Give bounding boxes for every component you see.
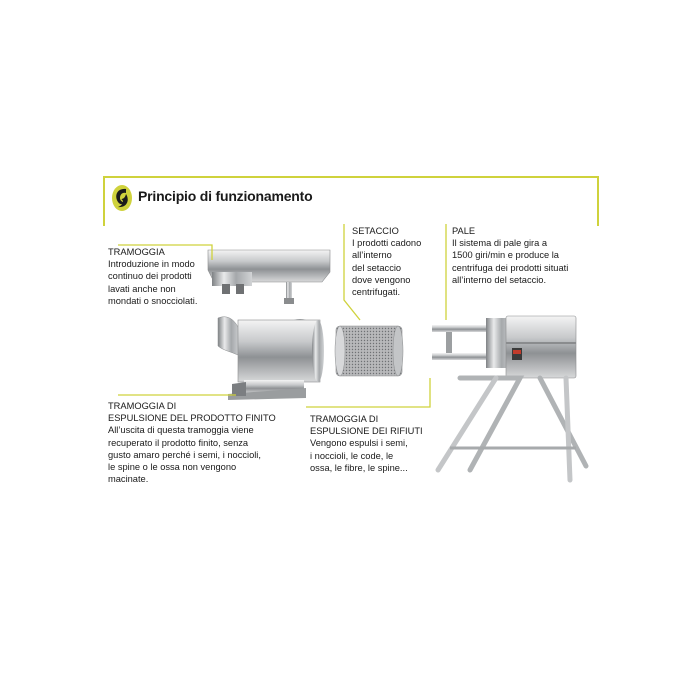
label-pale (452, 225, 568, 286)
label-pale-line: 1500 giri/min e produce la (452, 250, 559, 261)
label-setaccio-line: dove vengono (352, 274, 411, 285)
label-tramoggia-heading: TRAMOGGIA (108, 247, 165, 257)
label-prodotto-finito-heading: TRAMOGGIA DI (108, 401, 177, 411)
sieve-part (335, 326, 403, 376)
label-pale-line: centrifuga dei prodotti situati (452, 262, 569, 273)
machine-on-stand (432, 316, 586, 480)
label-setaccio-line: all’interno (352, 250, 392, 261)
label-rifiuti-line: ossa, le fibre, le spine... (310, 462, 408, 473)
label-pale-heading: PALE (452, 226, 476, 236)
label-prodotto-finito-line: All’uscita di questa tramoggia viene (108, 425, 254, 436)
label-setaccio (352, 225, 421, 298)
label-tramoggia-line: mondati o snocciolati. (108, 295, 198, 306)
product-chute-part (218, 317, 324, 400)
label-rifiuti (310, 413, 423, 474)
label-prodotto-finito-line: macinate. (108, 474, 149, 485)
label-rifiuti-heading: TRAMOGGIA DI (310, 414, 379, 424)
label-rifiuti-line: i noccioli, le code, le (310, 450, 394, 461)
label-tramoggia-line: Introduzione in modo (108, 259, 195, 270)
label-setaccio-line: del setaccio (352, 262, 402, 273)
label-prodotto-finito-heading: ESPULSIONE DEL PRODOTTO FINITO (108, 413, 276, 424)
label-tramoggia-line: lavati anche non (108, 283, 176, 294)
label-rifiuti-line: Vengono espulsi i semi, (310, 438, 408, 449)
label-tramoggia-line: continuo dei prodotti (108, 271, 192, 282)
label-setaccio-line: centrifugati. (352, 287, 401, 298)
label-pale-line: all’interno del setaccio. (452, 274, 547, 285)
label-prodotto-finito (108, 400, 276, 485)
label-prodotto-finito-line: gusto amaro perché i semi, i noccioli, (108, 449, 261, 460)
page-title: Principio di funzionamento (138, 188, 313, 204)
callout-line-rifiuti (306, 378, 430, 407)
label-prodotto-finito-line: le spine o le ossa non vengono (108, 462, 237, 473)
label-rifiuti-heading: ESPULSIONE DEI RIFIUTI (310, 426, 423, 437)
label-tramoggia (108, 246, 197, 307)
hopper-part (208, 250, 330, 304)
label-setaccio-line: I prodotti cadono (352, 238, 422, 249)
label-pale-line: Il sistema di pale gira a (452, 238, 548, 249)
label-prodotto-finito-line: recuperato il prodotto finito, senza (108, 437, 249, 448)
label-setaccio-heading: SETACCIO (352, 226, 399, 236)
